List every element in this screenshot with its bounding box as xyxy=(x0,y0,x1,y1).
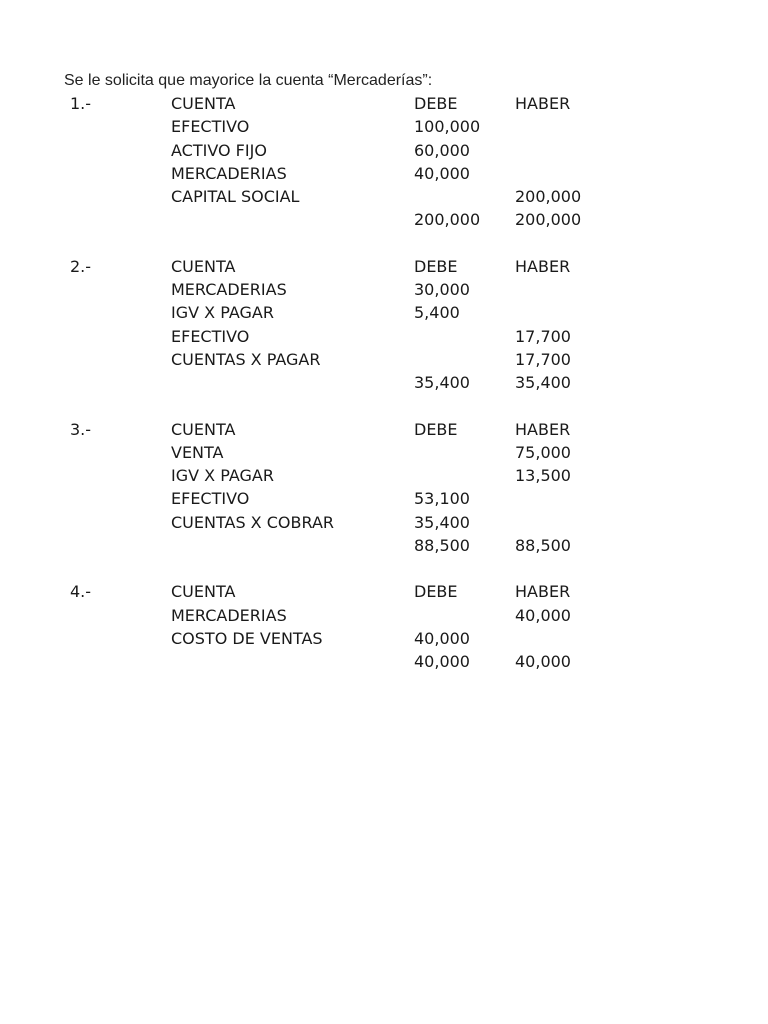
column-header-debe: DEBE xyxy=(414,582,458,602)
column-header-debe: DEBE xyxy=(414,94,458,113)
column-header-cuenta: CUENTA xyxy=(171,94,236,113)
totals-row xyxy=(0,534,768,557)
debe-amount: 100,000 xyxy=(414,117,481,137)
account-name: CUENTAS X PAGAR xyxy=(171,349,321,369)
account-name: MERCADERIAS xyxy=(171,163,287,183)
column-header-haber: HABER xyxy=(515,94,571,113)
entry-row xyxy=(0,325,768,348)
column-header-haber: HABER xyxy=(515,419,571,439)
debe-total: 35,400 xyxy=(414,373,470,393)
entry-row xyxy=(0,464,768,487)
account-name: EFECTIVO xyxy=(171,117,250,137)
haber-total: 40,000 xyxy=(515,652,571,672)
debe-total: 200,000 xyxy=(414,210,481,230)
debe-amount: 5,400 xyxy=(414,303,460,323)
account-name: CAPITAL SOCIAL xyxy=(171,187,300,207)
entry-row xyxy=(0,604,768,627)
journal-entry xyxy=(0,580,768,673)
haber-amount: 17,700 xyxy=(515,326,571,346)
haber-amount: 13,500 xyxy=(515,466,571,486)
column-header-haber: HABER xyxy=(515,582,571,602)
entry-number: 4.- xyxy=(70,582,92,602)
account-name: VENTA xyxy=(171,442,224,462)
entry-number: 3.- xyxy=(70,419,92,439)
entry-row xyxy=(0,511,768,534)
column-header-cuenta: CUENTA xyxy=(171,582,236,602)
account-name: ACTIVO FIJO xyxy=(171,140,267,160)
entry-header-row xyxy=(0,255,768,278)
entry-row xyxy=(0,115,768,138)
account-name: CUENTAS X COBRAR xyxy=(171,512,334,532)
column-header-cuenta: CUENTA xyxy=(171,419,236,439)
entry-row xyxy=(0,627,768,650)
entry-header-row xyxy=(0,580,768,603)
entry-row xyxy=(0,441,768,464)
instruction-text: Se le solicita que mayorice la cuenta “Mercaderías”: xyxy=(64,72,433,89)
column-header-haber: HABER xyxy=(515,256,571,276)
debe-amount: 35,400 xyxy=(414,512,470,532)
account-name: EFECTIVO xyxy=(171,326,250,346)
column-header-cuenta: CUENTA xyxy=(171,256,236,276)
haber-total: 35,400 xyxy=(515,373,571,393)
account-name: COSTO DE VENTAS xyxy=(171,628,323,648)
totals-row xyxy=(0,208,768,231)
entry-row xyxy=(0,301,768,324)
column-header-debe: DEBE xyxy=(414,256,458,276)
debe-amount: 40,000 xyxy=(414,628,470,648)
totals-row xyxy=(0,371,768,394)
entry-number: 2.- xyxy=(70,256,92,276)
haber-amount: 200,000 xyxy=(515,187,582,207)
haber-total: 200,000 xyxy=(515,210,582,230)
account-name: IGV X PAGAR xyxy=(171,303,274,323)
debe-amount: 53,100 xyxy=(414,489,470,509)
entry-number: 1.- xyxy=(70,94,92,113)
column-header-debe: DEBE xyxy=(414,419,458,439)
debe-total: 40,000 xyxy=(414,652,470,672)
haber-amount: 75,000 xyxy=(515,442,571,462)
account-name: EFECTIVO xyxy=(171,489,250,509)
debe-amount: 30,000 xyxy=(414,280,470,300)
journal-entry xyxy=(0,418,768,558)
entry-row xyxy=(0,348,768,371)
debe-amount: 40,000 xyxy=(414,163,470,183)
entry-row xyxy=(0,487,768,510)
haber-total: 88,500 xyxy=(515,536,571,556)
account-name: MERCADERIAS xyxy=(171,605,287,625)
account-name: MERCADERIAS xyxy=(171,280,287,300)
entry-header-row xyxy=(0,418,768,441)
totals-row xyxy=(0,650,768,673)
entry-row xyxy=(0,139,768,162)
haber-amount: 40,000 xyxy=(515,605,571,625)
debe-total: 88,500 xyxy=(414,536,470,556)
entry-row xyxy=(0,185,768,208)
account-name: IGV X PAGAR xyxy=(171,466,274,486)
debe-amount: 60,000 xyxy=(414,140,470,160)
journal-entry xyxy=(0,92,768,232)
journal-entry xyxy=(0,255,768,395)
entry-row xyxy=(0,162,768,185)
journal-entries xyxy=(0,92,768,697)
haber-amount: 17,700 xyxy=(515,349,571,369)
entry-header-row xyxy=(0,92,768,115)
entry-row xyxy=(0,278,768,301)
